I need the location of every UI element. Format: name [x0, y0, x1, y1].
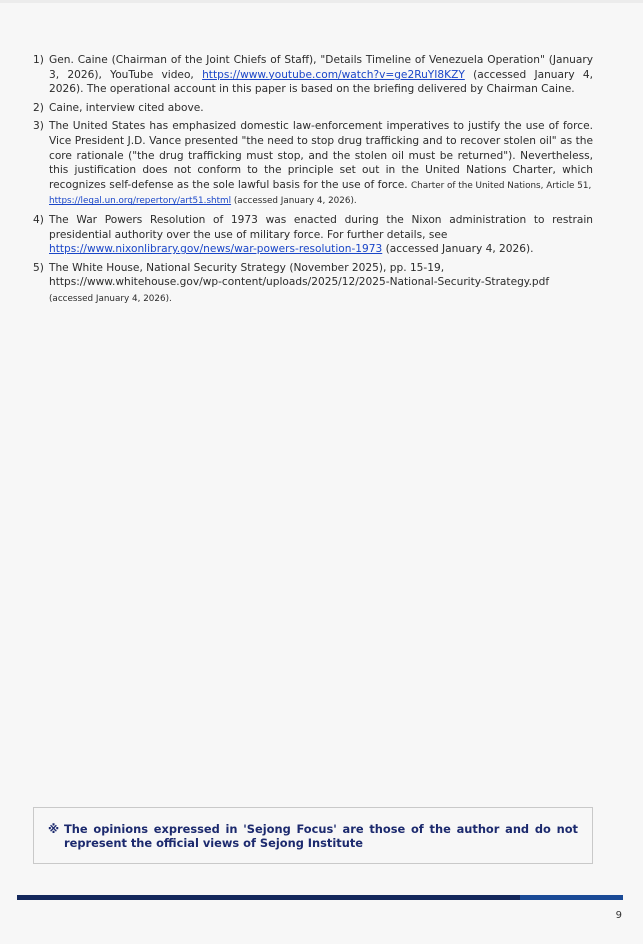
footnote-text-part: (accessed January 4, 2026). The operational account in this paper is based on the briefing delivered by Chairman Caine.: [49, 68, 594, 96]
disclaimer-text: The opinions expressed in 'Sejong Focus' are those of the author and do not represent the official views of Sejong Institute: [64, 822, 578, 850]
accessed-date: (accessed January 4, 2026).: [231, 196, 357, 207]
nixon-library-link[interactable]: https://www.nixonlibrary.gov/news/war-powers-resolution-1973: [49, 243, 383, 256]
footer-bar-dark: [17, 895, 520, 900]
footnote-text-part: The White House, National Security Strategy (November 2025), pp. 15-19,: [49, 261, 445, 274]
un-charter-link[interactable]: https://legal.un.org/repertory/art51.shtml: [49, 196, 232, 207]
footnote-text: [49, 119, 593, 209]
footnote-text-part: (accessed January 4, 2026).: [382, 243, 534, 256]
page-number: 9: [615, 910, 622, 921]
reference-mark-icon: ※: [48, 822, 60, 836]
whitehouse-url: https://www.whitehouse.gov/wp-content/uploads/2025/12/2025-National-Security-Strategy.pdf: [49, 276, 550, 289]
footnote-text: [49, 213, 593, 257]
footnote-text: Caine, interview cited above.: [49, 101, 204, 114]
footer-bar: [17, 895, 623, 900]
footnote-number: 4): [33, 213, 44, 226]
footnote-number: 1): [33, 54, 44, 66]
footnote-number: 5): [33, 261, 44, 274]
footnote-1: [33, 53, 593, 97]
top-edge: [0, 0, 643, 3]
un-charter-citation: Charter of the United Nations, Article 51,: [411, 180, 592, 191]
footnote-number: 2): [33, 101, 44, 114]
footnote-3: [33, 119, 593, 209]
accessed-date: (accessed January 4, 2026).: [49, 293, 172, 304]
youtube-link[interactable]: https://www.youtube.com/watch?v=ge2RuYI8KZY: [202, 68, 465, 81]
footnote-text-part: The United States has emphasized domestic law-enforcement imperatives to justify the use of force. Vice President J.D. Vance presented "the need to stop drug trafficking and to recover stolen oil" as the core rationale ("the drug trafficking must stop, and the stolen oil must be returned"). Nevertheless, this justification does not conform to the principle set out in the United Nations Charter, which recognizes self-defense as the sole lawful basis for the use of force.: [49, 120, 593, 191]
disclaimer-row: [48, 823, 578, 850]
footnote-2: [33, 101, 593, 116]
disclaimer-box: [33, 807, 593, 864]
footnotes-list: [33, 53, 593, 311]
footnote-5: [33, 261, 593, 307]
footnote-text: [49, 53, 593, 97]
footnote-text-part: The War Powers Resolution of 1973 was enacted during the Nixon administration to restrain presidential authority over the use of military force. For further details, see: [49, 213, 593, 241]
footnote-text-part: Gen. Caine (Chairman of the Joint Chiefs of Staff), "Details Timeline of Venezuela Operation" (January 3, 2026), YouTube video,: [49, 54, 593, 81]
footer-bar-light: [520, 895, 623, 900]
footnote-text: [49, 261, 593, 307]
footnote-4: [33, 213, 593, 257]
footnote-number: 3): [33, 120, 44, 133]
